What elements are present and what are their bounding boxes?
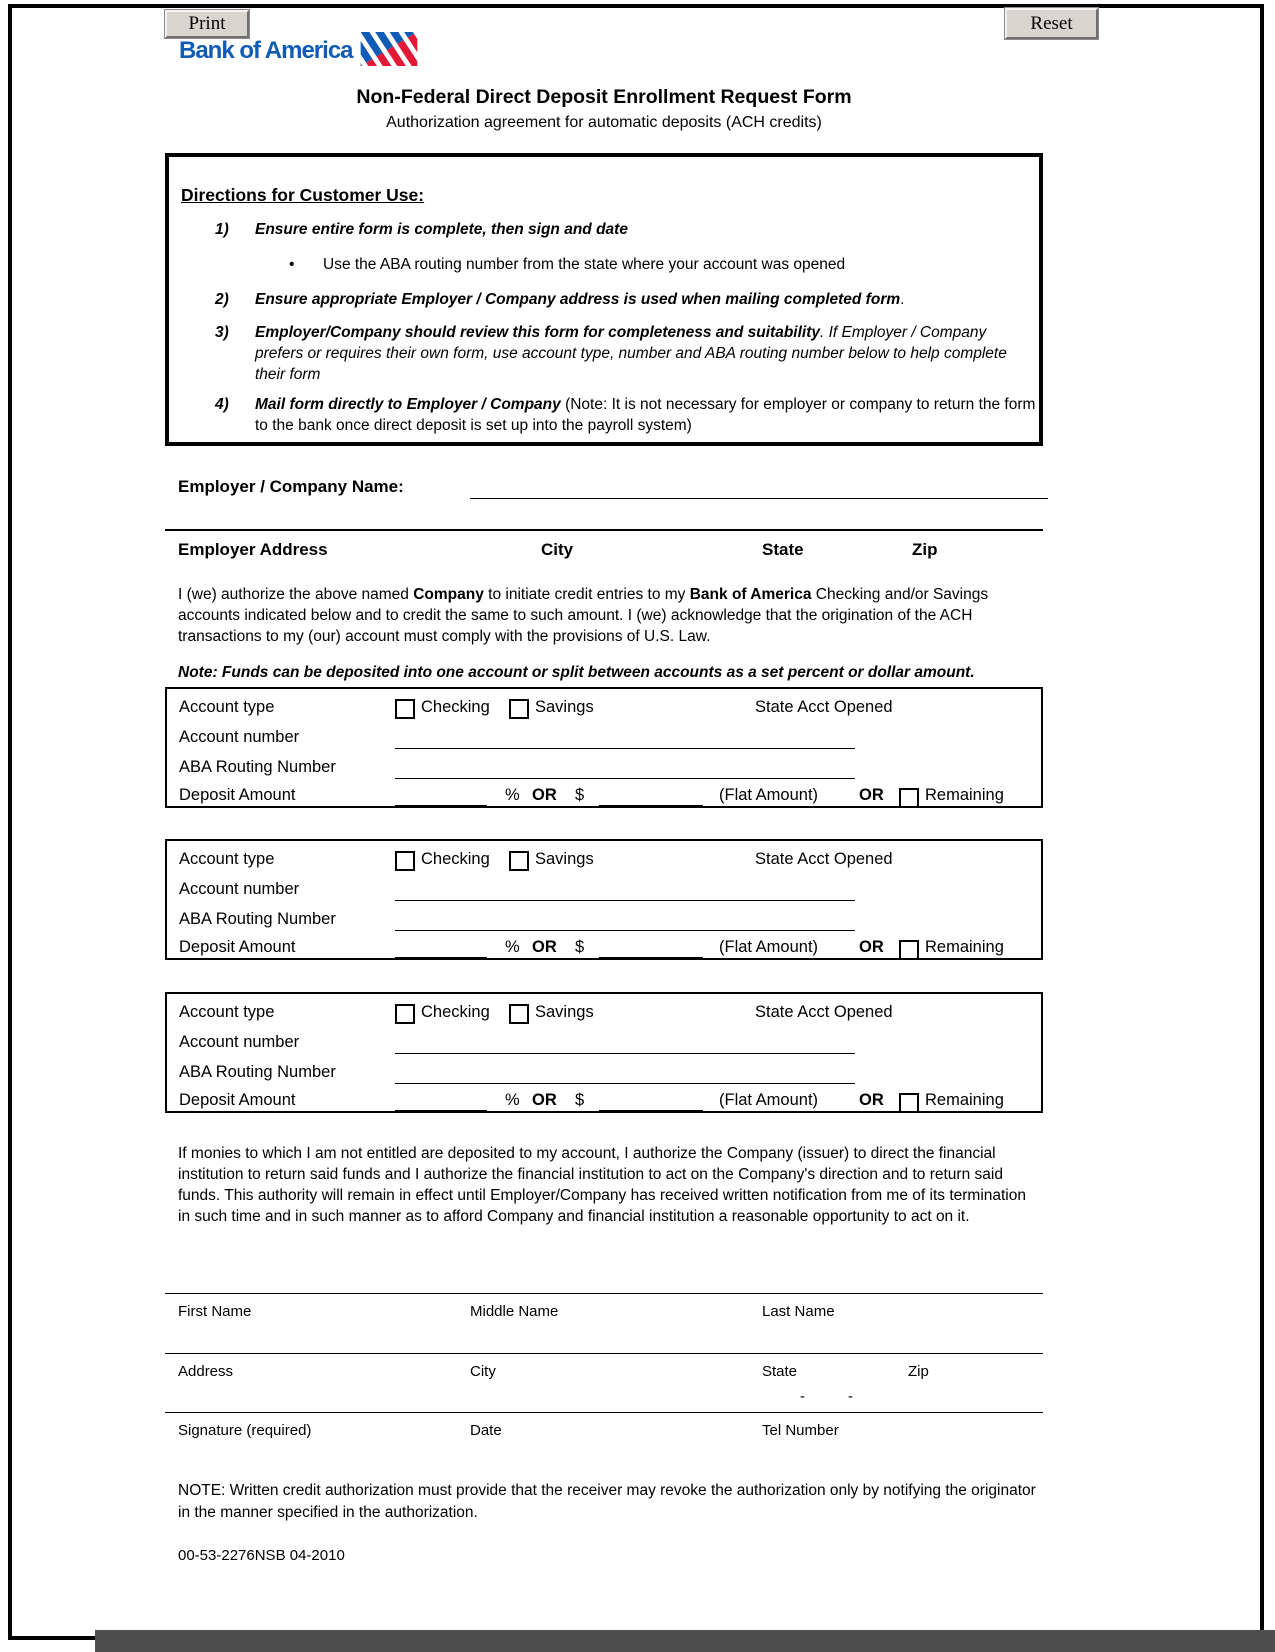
direction-text: Mail form directly to Employer / Company <box>255 396 561 413</box>
state-acct-opened-label: State Acct Opened <box>755 1003 893 1021</box>
signature-divider <box>165 1353 1043 1354</box>
deposit-amount-label: Deposit Amount <box>179 938 296 956</box>
state-acct-opened-label: State Acct Opened <box>755 698 893 716</box>
city-label: City <box>470 1363 496 1380</box>
or-label: OR <box>859 938 884 956</box>
percent-sign: % <box>505 1091 520 1109</box>
account-number-label: Account number <box>179 880 300 898</box>
direction-number: 3) <box>215 324 229 341</box>
checking-checkbox[interactable] <box>395 851 415 871</box>
account-number-label: Account number <box>179 728 300 746</box>
employer-city-label: City <box>541 540 574 559</box>
monies-paragraph: If monies to which I am not entitled are deposited to my account, I authorize the Company (issuer) to direct the financial institution to return said funds and I authorize the financial institution to act on the Company's direction and to return said funds. This authority will remain in effect until Employer/Company has received written notification from me of its termination in such time and in such manner as to afford Company and financial institution a reasonable opportunity to act on it. <box>178 1145 1026 1225</box>
bullet-icon: • <box>289 256 295 273</box>
tel-hyphen: - <box>800 1388 805 1405</box>
direction-item-4: 4) Mail form directly to Employer / Company (Note: It is not necessary for employer or company to return the form to the bank once direct deposit is set up into the payroll system) <box>215 396 1036 434</box>
state-acct-opened-label: State Acct Opened <box>755 850 893 868</box>
aba-routing-label: ABA Routing Number <box>179 1063 336 1081</box>
aba-routing-number-field[interactable] <box>395 1063 855 1084</box>
first-name-label: First Name <box>178 1303 252 1320</box>
direction-number: 2) <box>215 291 229 308</box>
signature-divider <box>165 1412 1043 1413</box>
or-label: OR <box>532 1091 557 1109</box>
authorization-paragraph: I (we) authorize the above named Company to initiate credit entries to my Bank of America Checking and/or Savings accounts indicated below and to credit the same to such amount. I (we) acknowledge that the origination of the ACH transactions to my (our) account must comply with the provisions of U.S. Law. <box>178 586 989 645</box>
or-label: OR <box>859 1091 884 1109</box>
account-type-label: Account type <box>179 698 275 716</box>
employer-company-name-field[interactable] <box>470 477 1048 499</box>
savings-label: Savings <box>535 698 594 716</box>
tel-hyphen: - <box>848 1388 853 1405</box>
account-type-label: Account type <box>179 850 275 868</box>
remaining-label: Remaining <box>925 938 1004 956</box>
bank-of-america-logo <box>179 36 418 66</box>
signature-required-label: Signature (required) <box>178 1422 312 1439</box>
dollar-sign: $ <box>575 786 585 804</box>
account-number-label: Account number <box>179 1033 300 1051</box>
bank-of-america-logo-text: Bank of America <box>179 37 353 64</box>
remaining-checkbox[interactable] <box>899 940 919 960</box>
employer-company-name-label: Employer / Company Name: <box>178 477 404 496</box>
deposit-flat-amount-field[interactable] <box>599 1091 703 1111</box>
or-label: OR <box>532 786 557 804</box>
split-deposit-note: Note: Funds can be deposited into one account or split between accounts as a set percent or dollar amount. <box>178 664 975 681</box>
deposit-amount-label: Deposit Amount <box>179 786 296 804</box>
deposit-flat-amount-field[interactable] <box>599 938 703 958</box>
checking-checkbox[interactable] <box>395 1004 415 1024</box>
deposit-percent-field[interactable] <box>395 786 487 806</box>
aba-routing-number-field[interactable] <box>395 910 855 931</box>
date-label: Date <box>470 1422 502 1439</box>
account-type-label: Account type <box>179 1003 275 1021</box>
reset-button[interactable]: Reset <box>1005 8 1098 39</box>
form-title: Non-Federal Direct Deposit Enrollment Request Form <box>356 86 852 108</box>
aba-routing-label: ABA Routing Number <box>179 910 336 928</box>
direction-item-3: 3) Employer/Company should review this form for completeness and suitability. If Employer / Company prefers or requires their own form, use account type, number and ABA routing number below to help complete their form <box>215 324 1007 383</box>
signature-divider <box>165 1293 1043 1294</box>
direction-item-2: 2) Ensure appropriate Employer / Company address is used when mailing completed form. <box>215 291 905 308</box>
direction-bullet <box>289 256 845 274</box>
deposit-flat-amount-field[interactable] <box>599 786 703 806</box>
percent-sign: % <box>505 786 520 804</box>
savings-checkbox[interactable] <box>509 851 529 871</box>
checking-label: Checking <box>421 698 490 716</box>
dollar-sign: $ <box>575 938 585 956</box>
directions-heading: Directions for Customer Use: <box>181 185 425 205</box>
deposit-amount-label: Deposit Amount <box>179 1091 296 1109</box>
zip-label: Zip <box>908 1363 929 1380</box>
aba-routing-number-field[interactable] <box>395 758 855 779</box>
bottom-shadow-bar <box>95 1630 1275 1652</box>
savings-checkbox[interactable] <box>509 1004 529 1024</box>
account-block-2 <box>165 839 1043 960</box>
savings-label: Savings <box>535 850 594 868</box>
print-button[interactable]: Print <box>165 10 249 38</box>
checking-checkbox[interactable] <box>395 699 415 719</box>
deposit-percent-field[interactable] <box>395 1091 487 1111</box>
remaining-label: Remaining <box>925 1091 1004 1109</box>
direction-number: 1) <box>215 221 229 238</box>
savings-label: Savings <box>535 1003 594 1021</box>
direction-text: Ensure entire form is complete, then sign and date <box>255 221 628 238</box>
tel-number-label: Tel Number <box>762 1422 839 1439</box>
or-label: OR <box>532 938 557 956</box>
flat-amount-label: (Flat Amount) <box>719 938 819 956</box>
state-label: State <box>762 1363 798 1380</box>
bullet-text: Use the ABA routing number from the state where your account was opened <box>323 256 846 273</box>
bank-of-america-flag-icon <box>360 32 418 66</box>
checking-label: Checking <box>421 1003 490 1021</box>
account-number-field[interactable] <box>395 880 855 901</box>
directions-box <box>165 153 1043 446</box>
form-number: 00-53-2276NSB 04-2010 <box>178 1547 345 1564</box>
deposit-percent-field[interactable] <box>395 938 487 958</box>
direction-text: Employer/Company should review this form for completeness and suitability <box>255 324 821 341</box>
direction-number: 4) <box>215 396 229 413</box>
revocation-note: NOTE: Written credit authorization must provide that the receiver may revoke the authorization only by notifying the originator in the manner specified in the authorization. <box>178 1482 1036 1521</box>
address-label: Address <box>178 1363 234 1380</box>
remaining-checkbox[interactable] <box>899 1093 919 1113</box>
direction-text: Ensure appropriate Employer / Company address is used when mailing completed form <box>255 291 901 308</box>
last-name-label: Last Name <box>762 1303 835 1320</box>
employer-state-label: State <box>762 540 804 559</box>
account-number-field[interactable] <box>395 728 855 749</box>
remaining-checkbox[interactable] <box>899 788 919 808</box>
flat-amount-label: (Flat Amount) <box>719 1091 819 1109</box>
account-block-3 <box>165 992 1043 1113</box>
remaining-label: Remaining <box>925 786 1004 804</box>
checking-label: Checking <box>421 850 490 868</box>
dollar-sign: $ <box>575 1091 585 1109</box>
or-label: OR <box>859 786 884 804</box>
account-block-1 <box>165 687 1043 808</box>
employer-zip-label: Zip <box>912 540 938 559</box>
aba-routing-label: ABA Routing Number <box>179 758 336 776</box>
direction-item-1 <box>215 219 628 240</box>
percent-sign: % <box>505 938 520 956</box>
account-number-field[interactable] <box>395 1033 855 1054</box>
form-subtitle: Authorization agreement for automatic deposits (ACH credits) <box>386 114 822 131</box>
employer-address-label: Employer Address <box>178 540 328 559</box>
middle-name-label: Middle Name <box>470 1303 559 1320</box>
flat-amount-label: (Flat Amount) <box>719 786 819 804</box>
savings-checkbox[interactable] <box>509 699 529 719</box>
divider <box>165 529 1043 531</box>
